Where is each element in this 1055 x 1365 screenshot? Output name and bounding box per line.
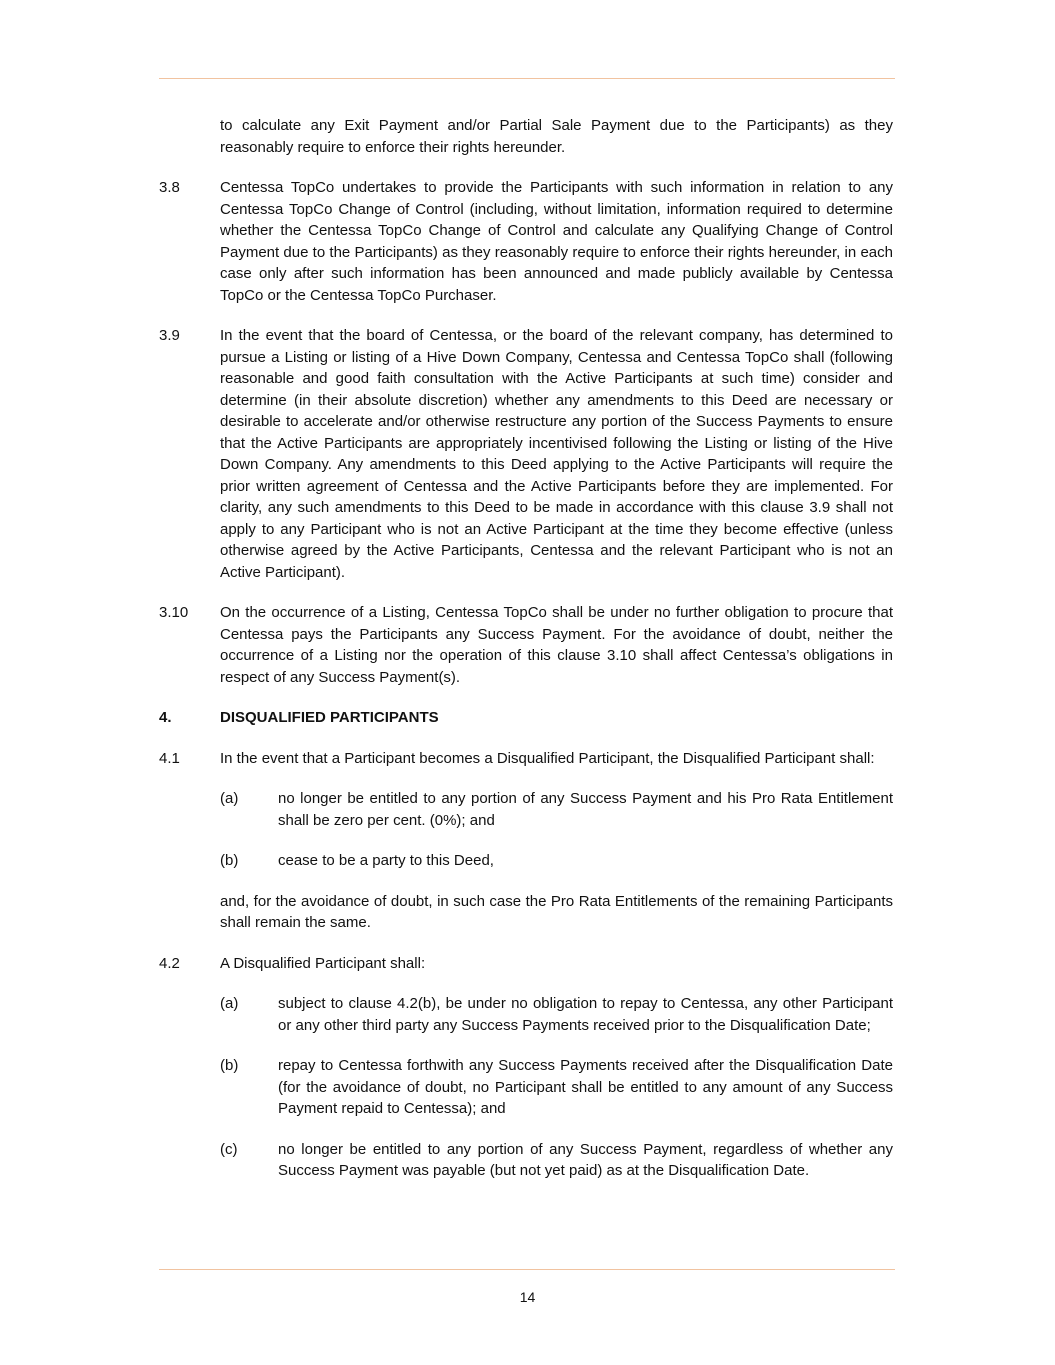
footer-rule	[159, 1269, 895, 1270]
section-title: DISQUALIFIED PARTICIPANTS	[220, 709, 439, 726]
subclause-label: (a)	[220, 995, 239, 1012]
clause-text: In the event that the board of Centessa, or the board of the relevant company, has determined to pursue a Listing or listing of a Hive Down Company, Centessa and Centessa TopCo shall (following reasonable and good faith consultation with the Active Participants at such time) consider and determine (in their absolute discretion) whether any amendments to this Deed are necessary or desirable to accelerate and/or otherwise restructure any portion of the Success Payments to ensure that the Active Participants are appropriately incentivised following the Listing or listing of the Hive Down Company. Any amendments to this Deed applying to the Active Participants will require the prior written agreement of Centessa and the Active Participants before they are implemented. For clarity, any such amendments to this Deed to be made in accordance with this clause 3.9 shall not apply to any Participant who is not an Active Participant at the time they become effective (unless otherwise agreed by the Active Participants, Centessa and the relevant Participant who is not an Active Participant).	[220, 327, 893, 581]
clause-number: 3.8	[159, 179, 180, 196]
subclause-text: repay to Centessa forthwith any Success Payments received after the Disqualification Date (for the avoidance of doubt, no Participant shall be entitled to any amount of any Success Payment repaid to Centessa); and	[278, 1057, 893, 1117]
clause-4-2-b	[220, 1055, 893, 1120]
page-number: 14	[519, 1289, 536, 1305]
header-rule	[159, 78, 895, 79]
clause-text: In the event that a Participant becomes a Disqualified Participant, the Disqualified Participant shall:	[220, 749, 875, 767]
subclause-text: subject to clause 4.2(b), be under no obligation to repay to Centessa, any other Participant or any other third party any Success Payments received prior to the Disqualification Date;	[278, 995, 893, 1034]
clause-4-2	[159, 953, 893, 975]
clause-3-8	[159, 177, 893, 306]
subclause-label: (c)	[220, 1140, 238, 1158]
clause-3-10	[159, 602, 893, 688]
clause-4-1-tail: and, for the avoidance of doubt, in such case the Pro Rata Entitlements of the remaining Participants shall remain the same.	[220, 892, 893, 931]
subclause-label: (b)	[220, 852, 239, 869]
subclause-text: no longer be entitled to any portion of any Success Payment, regardless of whether any Success Payment was payable (but not yet paid) as at the Disqualification Date.	[278, 1140, 893, 1179]
clause-4-2-c	[220, 1139, 893, 1182]
section-4-heading	[159, 707, 893, 729]
clause-3-9	[159, 325, 893, 583]
subclause-text: no longer be entitled to any portion of any Success Payment and his Pro Rata Entitlement shall be zero per cent. (0%); and	[278, 790, 893, 829]
subclause-label: (b)	[220, 1057, 239, 1074]
clause-text: A Disqualified Participant shall:	[220, 954, 426, 972]
clause-4-2-a	[220, 993, 893, 1036]
subclause-text: cease to be a party to this Deed,	[278, 852, 494, 869]
clause-number: 3.9	[159, 327, 180, 344]
clause-4-1-a	[220, 788, 893, 831]
continuation-text: to calculate any Exit Payment and/or Partial Sale Payment due to the Participants) as they reasonably require to enforce their rights hereunder.	[220, 117, 893, 156]
clause-number: 3.10	[159, 604, 189, 621]
clause-text: On the occurrence of a Listing, Centessa TopCo shall be under no further obligation to procure that Centessa pays the Participants any Success Payment. For the avoidance of doubt, neither the occurrence of a Listing nor the operation of this clause 3.10 shall affect Centessa’s obligations in respect of any Success Payment(s).	[220, 604, 893, 686]
subclause-label: (a)	[220, 790, 239, 807]
clause-4-1-b	[220, 850, 893, 872]
clause-number: 4.1	[159, 749, 180, 767]
clause-number: 4.2	[159, 954, 180, 972]
clause-4-1	[159, 748, 893, 770]
clause-text: Centessa TopCo undertakes to provide the Participants with such information in relation to any Centessa TopCo Change of Control (including, without limitation, information required to determine whether the Centessa TopCo Change of Control and calculate any Qualifying Change of Control Payment due to the Participants) as they reasonably require to enforce their rights hereunder, in each case only after such information has been announced and made publicly available by Centessa TopCo or the Centessa TopCo Purchaser.	[220, 179, 893, 304]
section-number: 4.	[159, 709, 172, 726]
document-body	[159, 115, 893, 1182]
